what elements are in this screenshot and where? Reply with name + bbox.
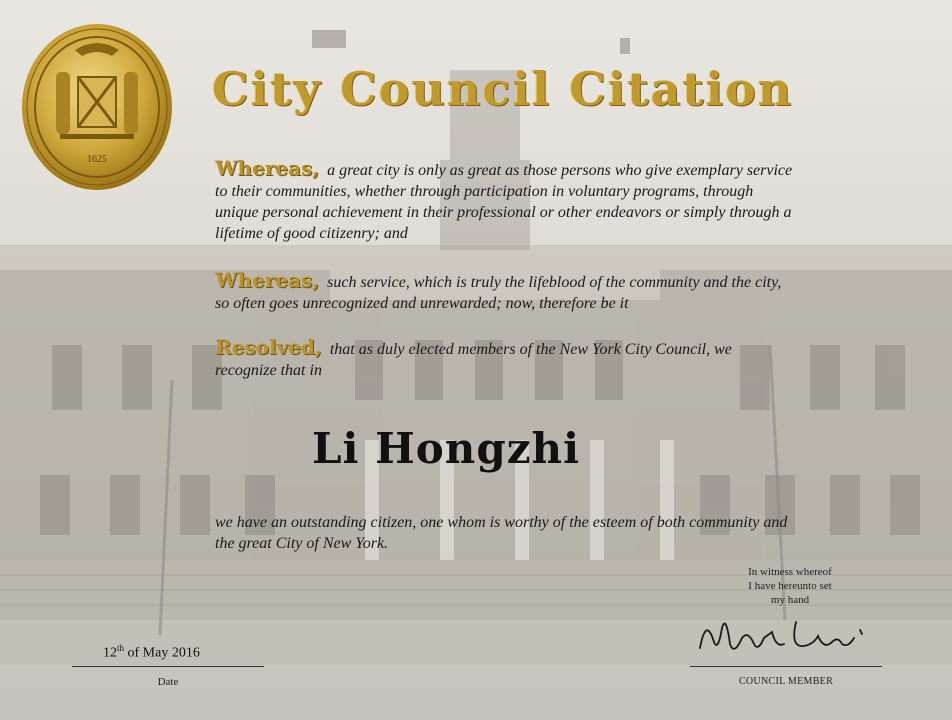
witness-line-1: In witness whereof: [748, 566, 832, 578]
honoree-name: Li Hongzhi: [312, 424, 581, 473]
whereas-text-2: such service, which is truly the lifeblood of the community and the city, so often goes unrecognized and unrewarded; now, therefore be it: [215, 274, 782, 312]
date-signature-line: [72, 666, 264, 667]
whereas-text-1: a great city is only as great as those persons who give exemplary service to their communities, whether through participation in voluntary programs, through unique personal achievement in their professional or other endeavors or simply through a lifetime of good citizenry; and: [215, 162, 793, 242]
whereas-paragraph-1: [215, 158, 795, 244]
resolved-lead: Resolved,: [215, 335, 322, 359]
whereas-paragraph-2: [215, 270, 795, 314]
council-member-signature: [692, 608, 872, 664]
date-value: [103, 643, 243, 662]
closing-paragraph: we have an outstanding citizen, one whom is worthy of the esteem of both community and the great City of New York.: [215, 514, 788, 552]
date-day: 12: [103, 645, 117, 661]
date-suffix: th: [117, 643, 125, 653]
date-label: Date: [157, 676, 179, 688]
witness-line-2: I have hereunto set: [748, 580, 832, 592]
witness-line-3: my hand: [770, 594, 810, 606]
witness-statement: [700, 565, 880, 607]
resolved-paragraph: [215, 337, 795, 381]
date-rest: of May 2016: [124, 645, 200, 661]
seal-year: 1625: [87, 154, 107, 165]
council-member-signature-line: [690, 666, 882, 667]
whereas-lead-1: Whereas,: [215, 156, 320, 180]
council-member-label: COUNCIL MEMBER: [738, 676, 834, 687]
citation-title: City Council Citation: [212, 62, 794, 116]
whereas-lead-2: Whereas,: [215, 268, 320, 292]
city-seal: [20, 22, 174, 192]
resolved-text: that as duly elected members of the New York City Council, we recognize that in: [215, 341, 732, 379]
